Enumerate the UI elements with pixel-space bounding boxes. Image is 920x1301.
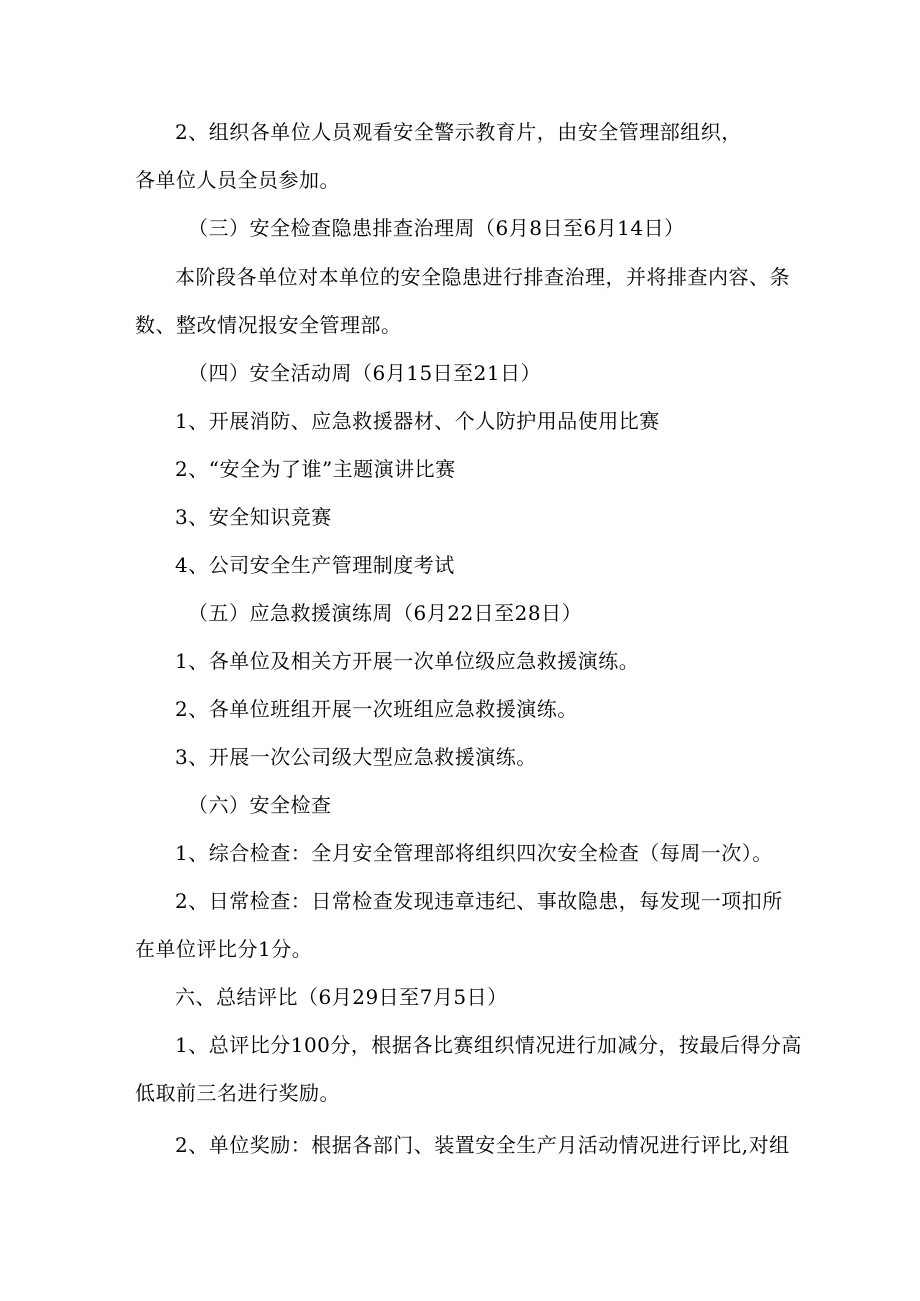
list-item: 1、开展消防、应急救援器材、个人防护用品使用比赛 bbox=[175, 409, 660, 433]
paragraph-line: 在单位评比分1分。 bbox=[135, 937, 313, 961]
list-item: 2、单位奖励：根据各部门、装置安全生产月活动情况进行评比,对组 bbox=[175, 1133, 790, 1157]
list-item: 2、“安全为了谁”主题演讲比赛 bbox=[175, 457, 456, 481]
section-heading: （三）安全检查隐患排查治理周（6月8日至6月14日） bbox=[188, 216, 685, 240]
list-item: 2、日常检查：日常检查发现违章违纪、事故隐患，每发现一项扣所 bbox=[175, 889, 783, 913]
list-item: 1、总评比分100分，根据各比赛组织情况进行加减分，按最后得分高 bbox=[175, 1033, 802, 1057]
paragraph-line: 本阶段各单位对本单位的安全隐患进行排查治理，并将排查内容、条 bbox=[175, 265, 790, 289]
section-heading: （五）应急救援演练周（6月22日至28日） bbox=[188, 601, 583, 625]
section-heading: （六）安全检查 bbox=[188, 793, 332, 817]
list-item: 3、开展一次公司级大型应急救援演练。 bbox=[175, 745, 537, 769]
list-item: 1、综合检查：全月安全管理部将组织四次安全检查（每周一次）。 bbox=[175, 841, 773, 865]
list-item: 3、安全知识竞赛 bbox=[175, 505, 332, 529]
section-heading: 六、总结评比（6月29日至7月5日） bbox=[175, 985, 508, 1009]
paragraph-line: 数、整改情况报安全管理部。 bbox=[135, 313, 402, 337]
list-item: 2、各单位班组开展一次班组应急救援演练。 bbox=[175, 697, 578, 721]
paragraph-line: 各单位人员全员参加。 bbox=[135, 168, 340, 192]
paragraph-line: 2、组织各单位人员观看安全警示教育片，由安全管理部组织， bbox=[175, 120, 742, 144]
list-item: 4、公司安全生产管理制度考试 bbox=[175, 553, 455, 577]
section-heading: （四）安全活动周（6月15日至21日） bbox=[188, 361, 542, 385]
list-item: 1、各单位及相关方开展一次单位级应急救援演练。 bbox=[175, 649, 640, 673]
paragraph-line: 低取前三名进行奖励。 bbox=[135, 1081, 340, 1105]
